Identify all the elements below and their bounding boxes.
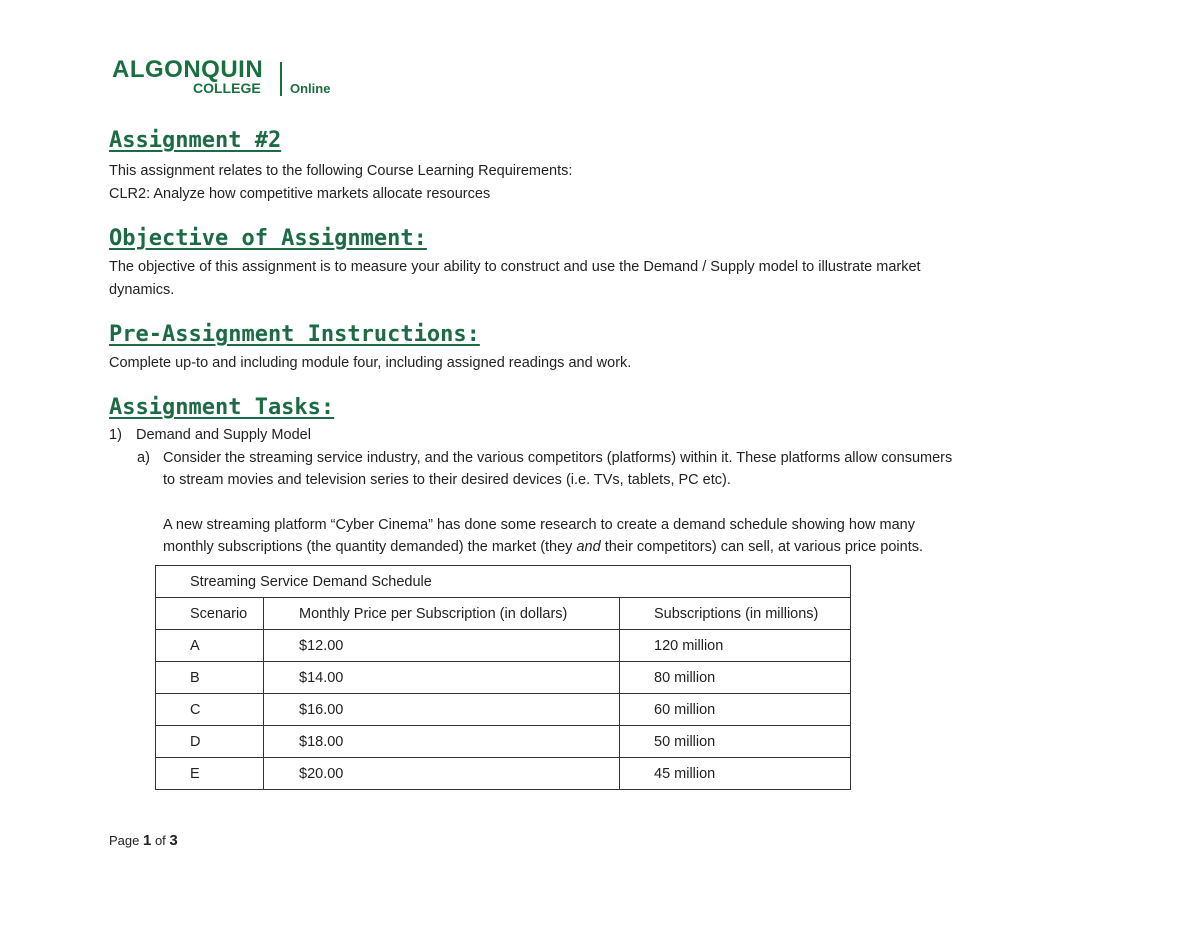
cell-price: $12.00 bbox=[264, 630, 620, 662]
cell-price: $16.00 bbox=[264, 694, 620, 726]
page-label: Page bbox=[109, 833, 143, 848]
table-header-row bbox=[156, 598, 851, 630]
logo-main-text: ALGONQUIN bbox=[112, 56, 264, 83]
paragraph-line2-part1: monthly subscriptions (the quantity demanded) the market (they bbox=[163, 539, 577, 555]
header-monthly-price: Monthly Price per Subscription (in dollars) bbox=[264, 598, 620, 630]
table-row bbox=[156, 662, 851, 694]
task-a-letter: a) bbox=[137, 450, 150, 466]
objective-text-line1: The objective of this assignment is to measure your ability to construct and use the Demand / Supply model to illustrate market bbox=[109, 259, 921, 275]
page-number: 1 bbox=[142, 832, 152, 849]
table-title: Streaming Service Demand Schedule bbox=[156, 566, 851, 598]
assignment-title: Assignment #2 bbox=[109, 128, 282, 153]
logo-online-text: Online bbox=[290, 81, 331, 96]
task-1-number: 1) bbox=[109, 427, 122, 443]
cell-subscriptions: 80 million bbox=[620, 662, 851, 694]
table-title-row bbox=[156, 566, 851, 598]
college-logo bbox=[110, 58, 340, 98]
task-a-line1: Consider the streaming service industry, and the various competitors (platforms) within it. These platforms allow consumers bbox=[163, 450, 953, 466]
clr2-text: CLR2: Analyze how competitive markets allocate resources bbox=[109, 186, 491, 202]
logo-divider bbox=[280, 62, 282, 96]
cell-scenario: B bbox=[156, 662, 264, 694]
table-row bbox=[156, 630, 851, 662]
paragraph-line2-emphasis: and bbox=[576, 539, 601, 555]
demand-schedule-table bbox=[155, 565, 851, 790]
pre-assignment-heading: Pre-Assignment Instructions: bbox=[109, 322, 480, 347]
clr-intro-text: This assignment relates to the following Course Learning Requirements: bbox=[109, 163, 573, 179]
cell-subscriptions: 50 million bbox=[620, 726, 851, 758]
of-label: of bbox=[151, 833, 170, 848]
page-footer bbox=[109, 832, 178, 849]
logo-sub-text: COLLEGE bbox=[193, 80, 261, 96]
pre-assignment-text: Complete up-to and including module four, including assigned readings and work. bbox=[109, 355, 632, 371]
task-a-paragraph-line1: A new streaming platform “Cyber Cinema” has done some research to create a demand schedule showing how many bbox=[163, 517, 915, 533]
task-a-line2: to stream movies and television series to their desired devices (i.e. TVs, tablets, PC etc). bbox=[163, 472, 731, 488]
table-row bbox=[156, 694, 851, 726]
cell-subscriptions: 60 million bbox=[620, 694, 851, 726]
table-row bbox=[156, 726, 851, 758]
objective-heading: Objective of Assignment: bbox=[109, 226, 427, 251]
cell-price: $20.00 bbox=[264, 758, 620, 790]
page-total: 3 bbox=[169, 832, 178, 849]
cell-scenario: A bbox=[156, 630, 264, 662]
header-scenario: Scenario bbox=[156, 598, 264, 630]
cell-price: $14.00 bbox=[264, 662, 620, 694]
task-a-paragraph-line2 bbox=[163, 536, 923, 558]
cell-scenario: E bbox=[156, 758, 264, 790]
cell-scenario: D bbox=[156, 726, 264, 758]
cell-scenario: C bbox=[156, 694, 264, 726]
assignment-tasks-heading: Assignment Tasks: bbox=[109, 395, 335, 420]
cell-subscriptions: 120 million bbox=[620, 630, 851, 662]
cell-price: $18.00 bbox=[264, 726, 620, 758]
paragraph-line2-part2: their competitors) can sell, at various price points. bbox=[600, 539, 924, 555]
task-1-label: Demand and Supply Model bbox=[136, 427, 311, 443]
header-subscriptions: Subscriptions (in millions) bbox=[620, 598, 851, 630]
cell-subscriptions: 45 million bbox=[620, 758, 851, 790]
objective-text-line2: dynamics. bbox=[109, 282, 175, 298]
table-row bbox=[156, 758, 851, 790]
